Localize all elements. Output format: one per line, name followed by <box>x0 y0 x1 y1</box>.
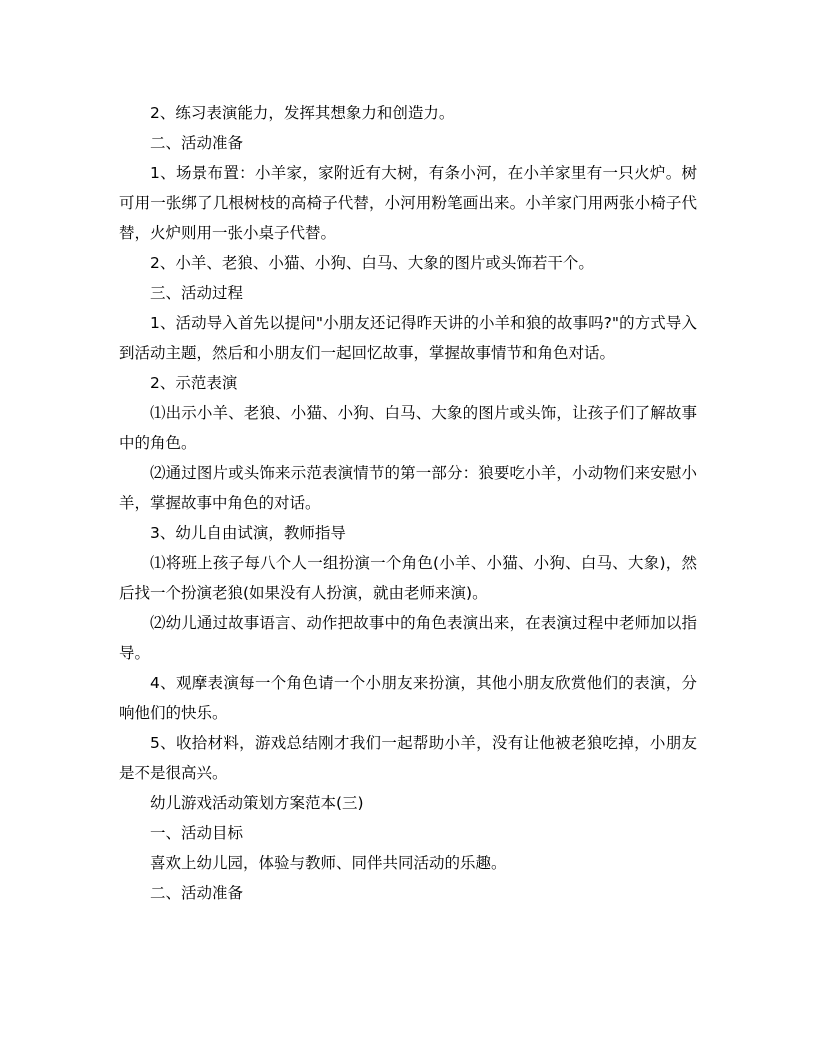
paragraph-props: 2、小羊、老狼、小猫、小狗、白马、大象的图片或头饰若干个。 <box>150 254 594 272</box>
paragraph-perform-roles: ⑵幼儿通过故事语言、动作把故事中的角色表演出来，在表演过程中老师加以指导。 <box>119 614 697 662</box>
heading-activity-goals: 一、活动目标 <box>150 824 244 842</box>
paragraph-show-roles: ⑴出示小羊、老狼、小猫、小狗、白马、大象的图片或头饰，让孩子们了解故事中的角色。 <box>119 404 697 452</box>
paragraph-wrap-up: 5、收拾材料，游戏总结刚才我们一起帮助小羊，没有让他被老狼吃掉，小朋友是不是很高兴。 <box>119 734 697 782</box>
heading-activity-process: 三、活动过程 <box>150 284 244 302</box>
heading-activity-preparation: 二、活动准备 <box>150 134 244 152</box>
paragraph-group-roles: ⑴将班上孩子每八个人一组扮演一个角色(小羊、小猫、小狗、白马、大象)，然后找一个扮演老狼(如果没有人扮演，就由老师来演)。 <box>119 554 697 602</box>
paragraph-observe-performance: 4、观摩表演每一个角色请一个小朋友来扮演，其他小朋友欣赏他们的表演，分响他们的快乐。 <box>119 674 697 722</box>
heading-activity-preparation-2: 二、活动准备 <box>150 884 244 902</box>
subheading-demonstration: 2、示范表演 <box>150 374 238 392</box>
paragraph-introduction: 1、活动导入首先以提问"小朋友还记得昨天讲的小羊和狼的故事吗?"的方式导入到活动主题，然后和小朋友们一起回忆故事，掌握故事情节和角色对话。 <box>119 314 697 362</box>
paragraph-scene-setup: 1、场景布置：小羊家，家附近有大树，有条小河，在小羊家里有一只火炉。树可用一张绑了几根树枝的高椅子代替，小河用粉笔画出来。小羊家门用两张小椅子代替，火炉则用一张小桌子代替。 <box>119 164 697 242</box>
paragraph-goal-2: 2、练习表演能力，发挥其想象力和创造力。 <box>150 104 455 122</box>
paragraph-goal-enjoy: 喜欢上幼儿园，体验与教师、同伴共同活动的乐趣。 <box>150 854 507 872</box>
paragraph-demo-part-one: ⑵通过图片或头饰来示范表演情节的第一部分：狼要吃小羊，小动物们来安慰小羊，掌握故事中角色的对话。 <box>119 464 697 512</box>
subheading-free-rehearsal: 3、幼儿自由试演，教师指导 <box>150 524 346 542</box>
document-body <box>119 98 697 908</box>
section-title-plan-three: 幼儿游戏活动策划方案范本(三) <box>150 794 364 812</box>
